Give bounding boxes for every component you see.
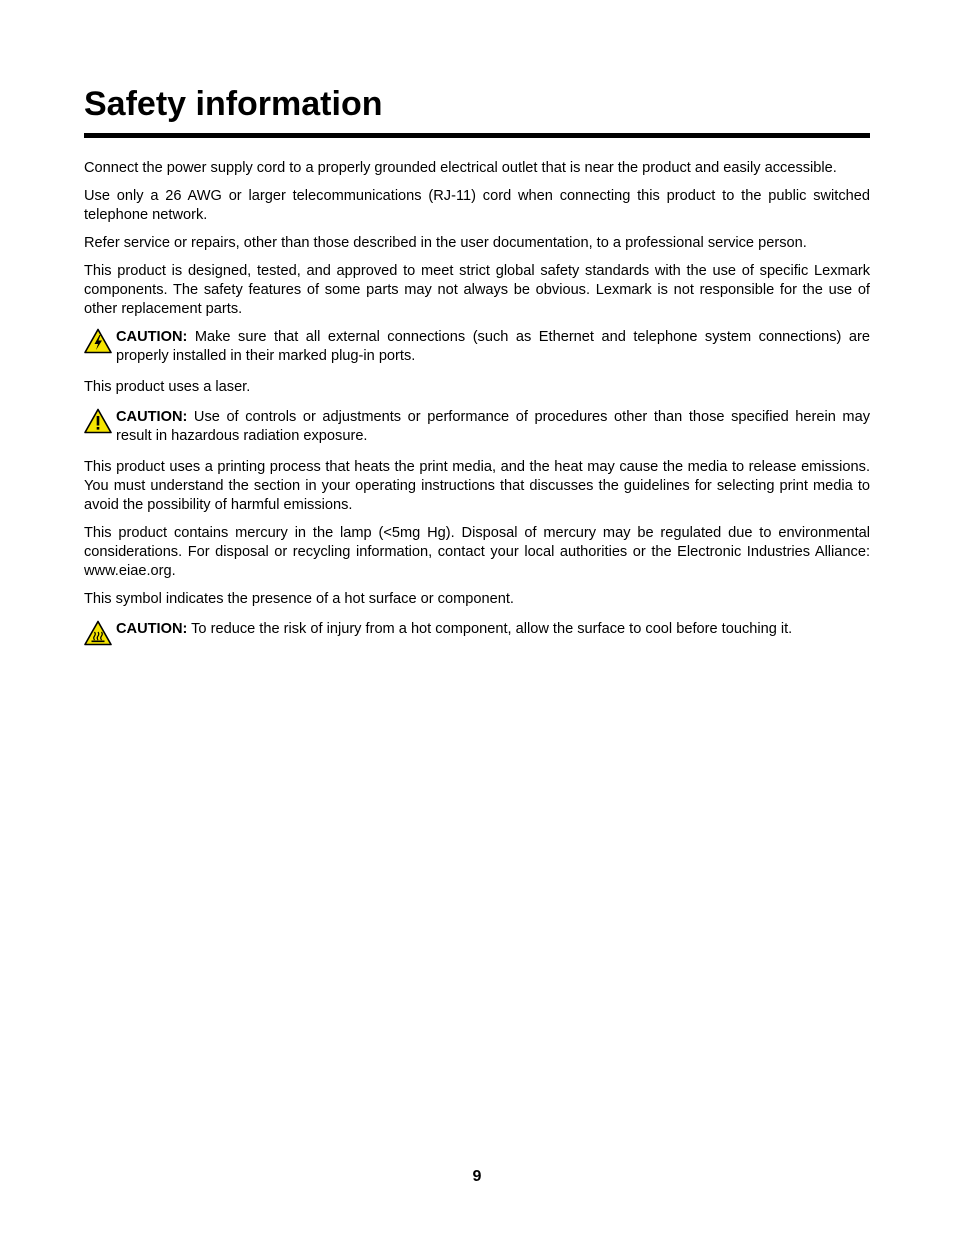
paragraph-safety-standards: This product is designed, tested, and approved to meet strict global safety standards with the use of specific Lexmark components. The safety features of some parts may not always be obvious. Lexmark is not responsible for the use of other replacement parts. <box>84 263 870 317</box>
caution-hot-surface <box>84 620 870 650</box>
caution-radiation-text <box>116 408 870 446</box>
caution-label: CAUTION: <box>116 621 188 637</box>
caution-electrical <box>84 328 870 366</box>
general-warning-icon <box>84 408 112 434</box>
paragraph-hot-surface: This symbol indicates the presence of a hot surface or component. <box>84 591 514 607</box>
caution-radiation-body: Use of controls or adjustments or performance of procedures other than those specified herein may result in hazardous radiation exposure. <box>116 409 870 444</box>
paragraph-service: Refer service or repairs, other than those described in the user documentation, to a professional service person. <box>84 235 807 251</box>
paragraph-emissions: This product uses a printing process that heats the print media, and the heat may cause the media to release emissions. You must understand the section in your operating instructions that discusses the guidelines for selecting print media to avoid the possibility of harmful emissions. <box>84 459 870 513</box>
paragraph-telecom-cord: Use only a 26 AWG or larger telecommunications (RJ-11) cord when connecting this product to the public switched telephone network. <box>84 188 870 223</box>
caution-label: CAUTION: <box>116 329 188 345</box>
caution-electrical-body: Make sure that all external connections (such as Ethernet and telephone system connections) are properly installed in their marked plug-in ports. <box>116 329 870 364</box>
page-number: 9 <box>472 1168 482 1185</box>
title-rule <box>84 133 870 138</box>
caution-radiation <box>84 408 870 446</box>
caution-electrical-text <box>116 328 870 366</box>
caution-hot-surface-body: To reduce the risk of injury from a hot component, allow the surface to cool before touching it. <box>191 621 793 637</box>
paragraph-laser: This product uses a laser. <box>84 379 251 395</box>
electrical-hazard-icon <box>84 328 112 354</box>
page-title: Safety information <box>84 85 383 123</box>
caution-hot-surface-text <box>116 620 870 639</box>
caution-label: CAUTION: <box>116 409 188 425</box>
paragraph-mercury: This product contains mercury in the lamp (<5mg Hg). Disposal of mercury may be regulated due to environmental considerations. For disposal or recycling information, contact your local authorities or the Electronic Industries Alliance: www.eiae.org. <box>84 525 870 579</box>
paragraph-power-cord: Connect the power supply cord to a properly grounded electrical outlet that is near the product and easily accessible. <box>84 160 837 176</box>
hot-surface-icon <box>84 620 112 646</box>
document-body <box>84 159 870 662</box>
